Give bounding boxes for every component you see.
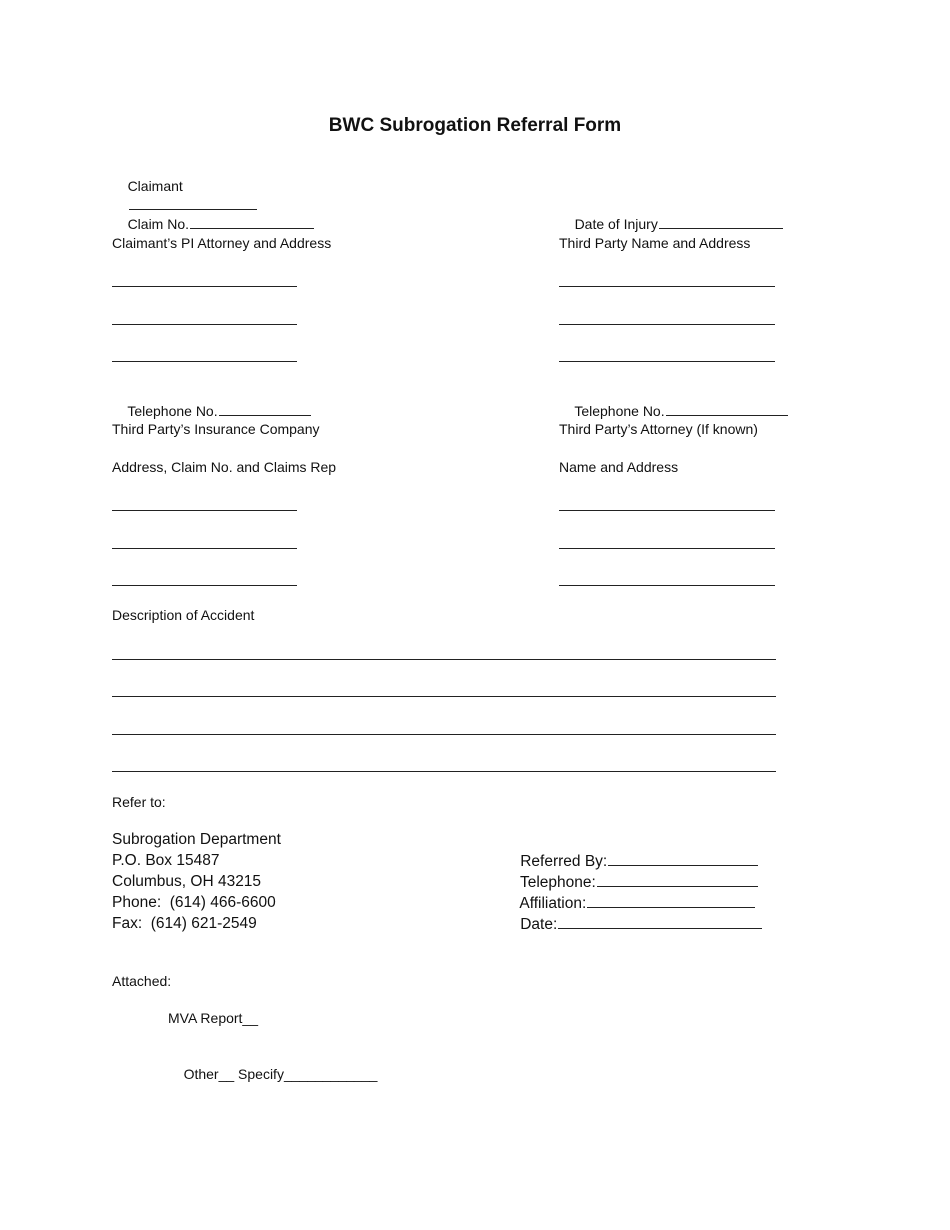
description-line-4[interactable] bbox=[112, 771, 776, 772]
insurance-details-label: Address, Claim No. and Claims Rep bbox=[112, 459, 337, 475]
pi-attorney-label: Claimant’s PI Attorney and Address bbox=[112, 235, 332, 251]
insurance-company-label: Third Party’s Insurance Company bbox=[112, 421, 320, 437]
refer-phone: Phone: (614) 466-6600 bbox=[112, 894, 276, 911]
page-title: BWC Subrogation Referral Form bbox=[328, 115, 622, 136]
claimant-label: Claimant bbox=[127, 178, 183, 194]
attached-label: Attached: bbox=[112, 973, 172, 989]
third-party-name-label: Third Party Name and Address bbox=[559, 235, 751, 251]
third-party-line-3[interactable] bbox=[559, 361, 775, 362]
telephone-right-blank[interactable] bbox=[666, 401, 788, 416]
description-line-2[interactable] bbox=[112, 696, 776, 697]
pi-attorney-line-1[interactable] bbox=[112, 286, 297, 287]
tp-attorney-line-2[interactable] bbox=[559, 548, 775, 549]
referral-telephone-label: Telephone: bbox=[519, 874, 596, 891]
referral-date-blank[interactable] bbox=[558, 913, 762, 929]
claim-no-label: Claim No. bbox=[127, 216, 190, 232]
telephone-left-label: Telephone No. bbox=[127, 403, 218, 419]
third-party-line-2[interactable] bbox=[559, 324, 775, 325]
refer-to-label: Refer to: bbox=[112, 794, 166, 810]
tp-attorney-label: Third Party’s Attorney (If known) bbox=[559, 421, 758, 437]
telephone-right-label: Telephone No. bbox=[574, 403, 665, 419]
other-label[interactable]: Other__ Specify bbox=[183, 1066, 284, 1082]
insurance-line-3[interactable] bbox=[112, 585, 297, 586]
date-of-injury-blank[interactable] bbox=[659, 214, 783, 229]
description-line-3[interactable] bbox=[112, 734, 776, 735]
refer-fax: Fax: (614) 621-2549 bbox=[112, 915, 257, 932]
refer-po-box: P.O. Box 15487 bbox=[112, 852, 220, 869]
referral-date-label: Date: bbox=[520, 916, 558, 933]
mva-report-checkbox[interactable]: MVA Report__ bbox=[168, 1010, 259, 1026]
other-specify-blank[interactable]: ____________ bbox=[283, 1066, 378, 1082]
tp-attorney-line-3[interactable] bbox=[559, 585, 775, 586]
insurance-line-2[interactable] bbox=[112, 548, 297, 549]
insurance-line-1[interactable] bbox=[112, 510, 297, 511]
third-party-line-1[interactable] bbox=[559, 286, 775, 287]
claim-no-blank[interactable] bbox=[190, 214, 314, 229]
other-field bbox=[168, 1047, 377, 1101]
description-label: Description of Accident bbox=[112, 607, 255, 623]
refer-department: Subrogation Department bbox=[112, 831, 281, 848]
tp-attorney-details-label: Name and Address bbox=[559, 459, 679, 475]
affiliation-label: Affiliation: bbox=[519, 895, 587, 912]
referral-date-field bbox=[503, 892, 762, 956]
date-of-injury-label: Date of Injury bbox=[574, 216, 658, 232]
description-line-1[interactable] bbox=[112, 659, 776, 660]
tp-attorney-line-1[interactable] bbox=[559, 510, 775, 511]
pi-attorney-line-3[interactable] bbox=[112, 361, 297, 362]
refer-city: Columbus, OH 43215 bbox=[112, 873, 262, 890]
referred-by-label: Referred By: bbox=[520, 853, 608, 870]
pi-attorney-line-2[interactable] bbox=[112, 324, 297, 325]
telephone-left-blank[interactable] bbox=[219, 401, 311, 416]
